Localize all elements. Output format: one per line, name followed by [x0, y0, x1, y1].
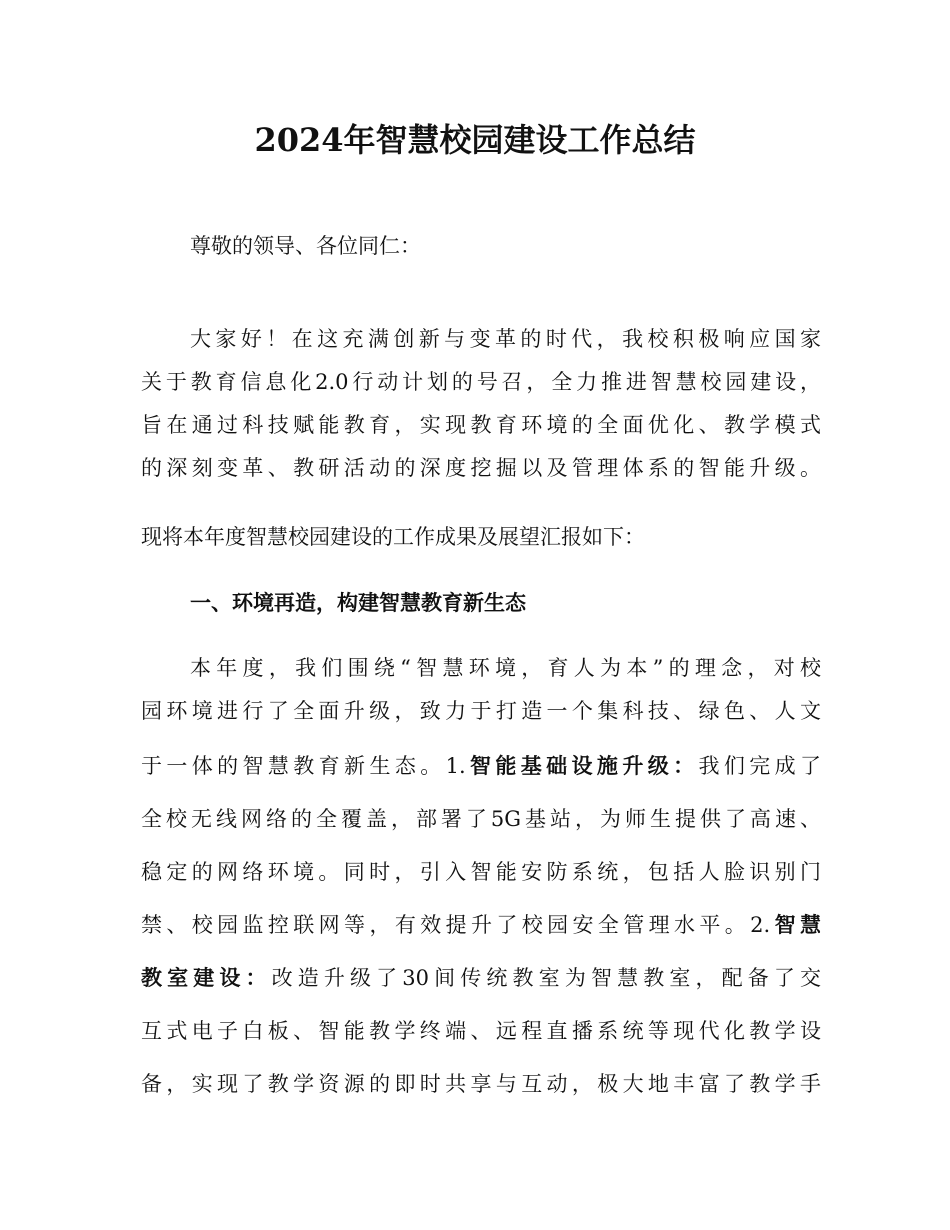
body-line-6	[141, 904, 821, 946]
intro-line-4: 的深刻变革、教研活动的深度挖掘以及管理体系的智能升级。	[141, 456, 821, 480]
intro-line-5: 现将本年度智慧校园建设的工作成果及展望汇报如下：	[141, 525, 645, 549]
body-line-6-text-a: 禁、校园监控联网等，有效提升了校园安全管理水平。2.	[141, 913, 771, 937]
body-line-3	[141, 745, 821, 787]
bold-term-infrastructure: 智能基础设施升级：	[465, 754, 699, 778]
body-line-3-text-c: 我们完成了	[698, 754, 821, 778]
document-title: 2024年智慧校园建设工作总结	[254, 121, 696, 159]
body-line-2: 园环境进行了全面升级，致力于打造一个集科技、绿色、人文	[141, 699, 821, 723]
intro-line-3: 旨在通过科技赋能教育，实现教育环境的全面优化、教学模式	[141, 413, 821, 437]
body-line-4: 全校无线网络的全覆盖，部署了5G基站，为师生提供了高速、	[141, 807, 821, 831]
body-line-9: 备，实现了教学资源的即时共享与互动，极大地丰富了教学手	[141, 1072, 821, 1096]
greeting: 尊敬的领导、各位同仁：	[190, 234, 421, 258]
bold-term-smart: 智慧	[770, 913, 821, 937]
body-line-7	[141, 957, 821, 999]
intro-line-1: 大家好！在这充满创新与变革的时代，我校积极响应国家	[190, 327, 821, 351]
section-heading: 一、环境再造，构建智慧教育新生态	[190, 591, 526, 615]
body-line-3-text-a: 于一体的智慧教育新生态。1.	[141, 754, 466, 778]
intro-line-2: 关于教育信息化2.0行动计划的号召，全力推进智慧校园建设，	[141, 370, 821, 394]
body-line-8: 互式电子白板、智能教学终端、远程直播系统等现代化教学设	[141, 1019, 821, 1043]
body-line-1: 本年度，我们围绕“智慧环境，育人为本”的理念，对校	[190, 656, 821, 680]
body-line-5: 稳定的网络环境。同时，引入智能安防系统，包括人脸识别门	[141, 860, 821, 884]
body-line-7-text-b: 改造升级了30间传统教室为智慧教室，配备了交	[271, 966, 821, 990]
bold-term-classroom: 教室建设：	[141, 966, 272, 990]
